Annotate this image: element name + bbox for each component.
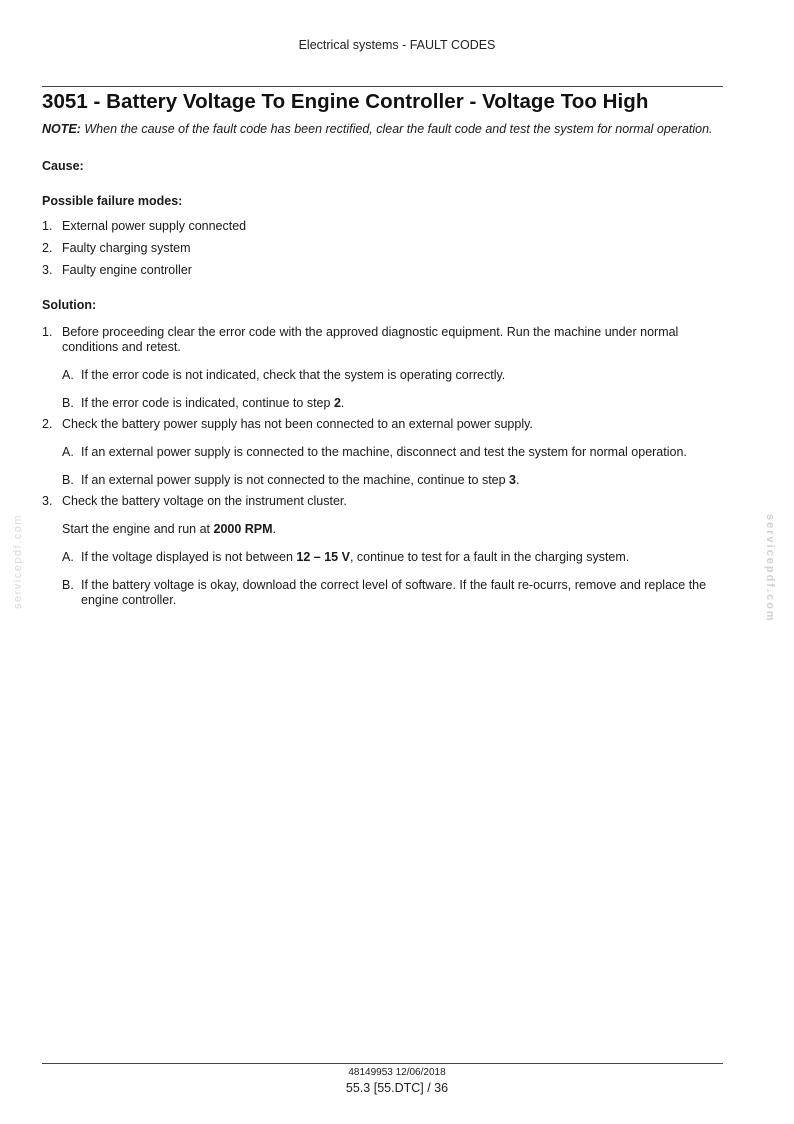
option-text: If the battery voltage is okay, download the correct level of software. If the fault re-ocurrs, remove and replace the engine controller. (81, 578, 707, 607)
voltage-range: 12 – 15 V (296, 550, 350, 564)
watermark-right: servicepdf.com (764, 514, 776, 623)
cause-heading: Cause: (42, 159, 84, 173)
list-item-text: External power supply connected (62, 219, 247, 233)
header-rule (42, 86, 723, 87)
solution-step-2-option-a (42, 445, 724, 460)
footer-document-reference: 48149953 12/06/2018 (348, 1067, 446, 1078)
step-reference: 2 (333, 396, 341, 410)
list-number: 3. (42, 263, 53, 277)
solution-step-3-paragraph (42, 522, 724, 537)
footer-page-number: 55.3 [55.DTC] / 36 (345, 1081, 449, 1095)
list-item-text: Faulty engine controller (62, 263, 192, 277)
option-letter: B. (62, 578, 74, 592)
page-title: 3051 - Battery Voltage To Engine Controller - Voltage Too High (42, 90, 649, 113)
footer-rule (42, 1063, 723, 1064)
list-number: 1. (42, 219, 53, 233)
failure-modes-list (42, 219, 724, 278)
step-text: Check the battery power supply has not been connected to an external power supply. (62, 417, 533, 431)
running-header: Electrical systems - FAULT CODES (298, 38, 496, 52)
solution-step-1-option-b (42, 396, 724, 411)
step-number: 2. (42, 417, 53, 431)
option-text: If the voltage displayed is not between (81, 550, 297, 564)
solution-step-3 (42, 494, 724, 509)
list-item-text: Faulty charging system (62, 241, 191, 255)
option-letter: A. (62, 550, 74, 564)
option-letter: A. (62, 445, 74, 459)
option-text-end: . (516, 473, 520, 487)
note-paragraph (42, 122, 724, 137)
main-content (42, 122, 724, 614)
list-number: 2. (42, 241, 53, 255)
solution-step-3-option-b (42, 578, 724, 608)
option-text-end: , continue to test for a fault in the charging system. (349, 550, 630, 564)
solution-step-2-option-b (42, 473, 724, 488)
solution-step-2 (42, 417, 724, 432)
solution-heading: Solution: (42, 298, 97, 312)
option-letter: B. (62, 396, 74, 410)
step-text: Check the battery voltage on the instrument cluster. (62, 494, 347, 508)
rpm-value: 2000 RPM (213, 522, 273, 536)
option-letter: A. (62, 368, 74, 382)
list-item (42, 219, 724, 234)
option-text: If the error code is indicated, continue to step (81, 396, 334, 410)
watermark-left: servicepdf.com (12, 514, 24, 609)
step-number: 1. (42, 325, 53, 339)
list-item (42, 263, 724, 278)
list-item (42, 241, 724, 256)
option-text: If the error code is not indicated, check that the system is operating correctly. (81, 368, 506, 382)
option-text: If an external power supply is connected to the machine, disconnect and test the system for normal operation. (81, 445, 687, 459)
step-number: 3. (42, 494, 53, 508)
step-text: Before proceeding clear the error code with the approved diagnostic equipment. Run the machine under normal conditions and retest. (62, 325, 679, 354)
solution-steps (42, 325, 724, 608)
failure-modes-heading: Possible failure modes: (42, 194, 183, 208)
option-text-end: . (340, 396, 345, 410)
solution-step-1 (42, 325, 724, 355)
step-reference: 3 (509, 473, 516, 487)
note-label: NOTE: (42, 122, 81, 136)
option-letter: B. (62, 473, 74, 487)
solution-step-1-option-a (42, 368, 724, 383)
option-text: If an external power supply is not connected to the machine, continue to step (81, 473, 510, 487)
solution-step-3-option-a (42, 550, 724, 565)
paragraph-text-end: . (272, 522, 277, 536)
paragraph-text: Start the engine and run at (62, 522, 214, 536)
note-text: When the cause of the fault code has been rectified, clear the fault code and test the system for normal operation. (84, 122, 713, 136)
